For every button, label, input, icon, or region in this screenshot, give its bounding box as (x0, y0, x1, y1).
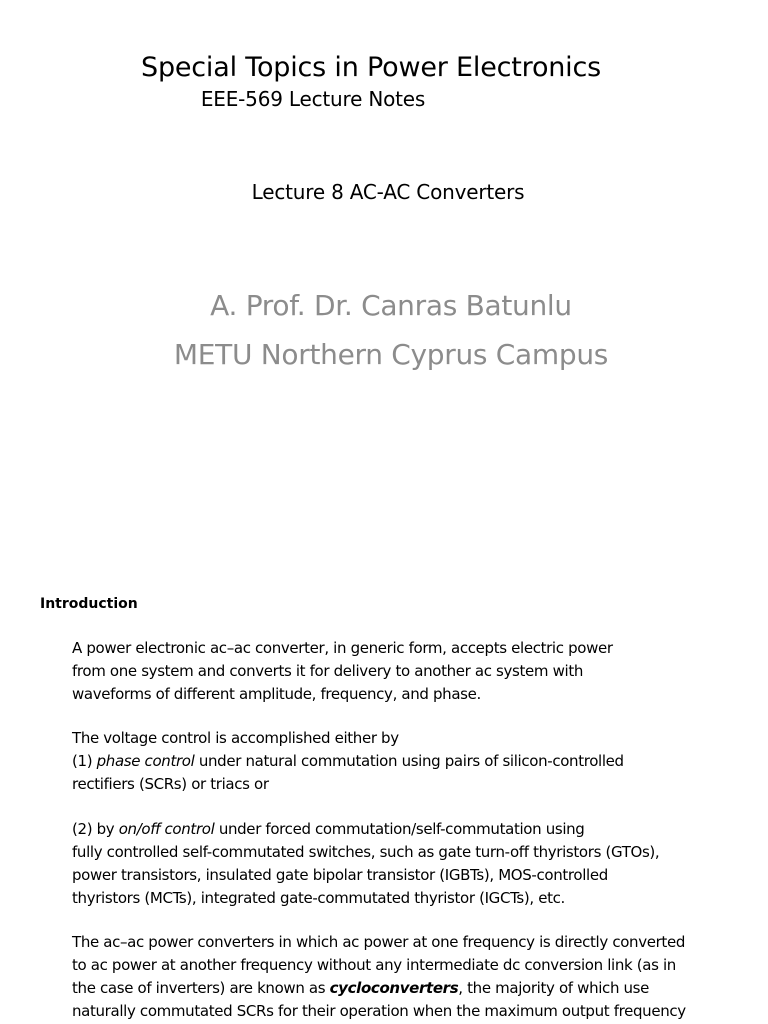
text-line: waveforms of different amplitude, frequency, and phase. (72, 685, 481, 703)
text-run: , the majority of which use (458, 979, 650, 997)
text-run: (1) (72, 752, 97, 770)
paragraph-voltage-control (72, 727, 768, 796)
text-line: thyristors (MCTs), integrated gate-commutated thyristor (IGCTs), etc. (72, 889, 565, 907)
section-heading: Introduction (40, 596, 138, 612)
text-line (72, 977, 768, 1000)
author-institution: METU Northern Cyprus Campus (173, 338, 609, 371)
text-run: under forced commutation/self-commutation using (214, 820, 585, 838)
text-run: (2) by (72, 820, 119, 838)
paragraph-onoff-control (72, 818, 768, 910)
author-name: A. Prof. Dr. Canras Batunlu (210, 289, 572, 322)
text-line: fully controlled self-commutated switches, such as gate turn-off thyristors (GTOs), (72, 843, 660, 861)
text-line: rectifiers (SCRs) or triacs or (72, 775, 269, 793)
slide-title: Special Topics in Power Electronics (141, 52, 601, 83)
lecture-title: Lecture 8 AC-AC Converters (251, 180, 525, 204)
text-line: naturally commutated SCRs for their operation when the maximum output frequency (72, 1002, 686, 1020)
paragraph-cycloconverters (72, 931, 768, 1023)
text-line (72, 818, 768, 841)
text-line: from one system and converts it for delivery to another ac system with (72, 662, 584, 680)
emphasis-text: cycloconverters (329, 979, 459, 997)
emphasis-text: phase control (96, 752, 195, 770)
paragraph-intro (72, 637, 768, 706)
text-line (72, 750, 768, 773)
text-line: The ac–ac power converters in which ac power at one frequency is directly converted (72, 933, 686, 951)
notes-page (0, 576, 768, 1024)
text-line: to ac power at another frequency without any intermediate dc conversion link (as in (72, 956, 676, 974)
slide-subtitle: EEE-569 Lecture Notes (200, 87, 426, 111)
text-line: power transistors, insulated gate bipolar transistor (IGBTs), MOS-controlled (72, 866, 608, 884)
text-line: The voltage control is accomplished either by (72, 729, 399, 747)
emphasis-text: on/off control (118, 820, 215, 838)
text-run: the case of inverters) are known as (72, 979, 330, 997)
text-line: A power electronic ac–ac converter, in generic form, accepts electric power (72, 639, 613, 657)
text-run: under natural commutation using pairs of silicon-controlled (194, 752, 624, 770)
